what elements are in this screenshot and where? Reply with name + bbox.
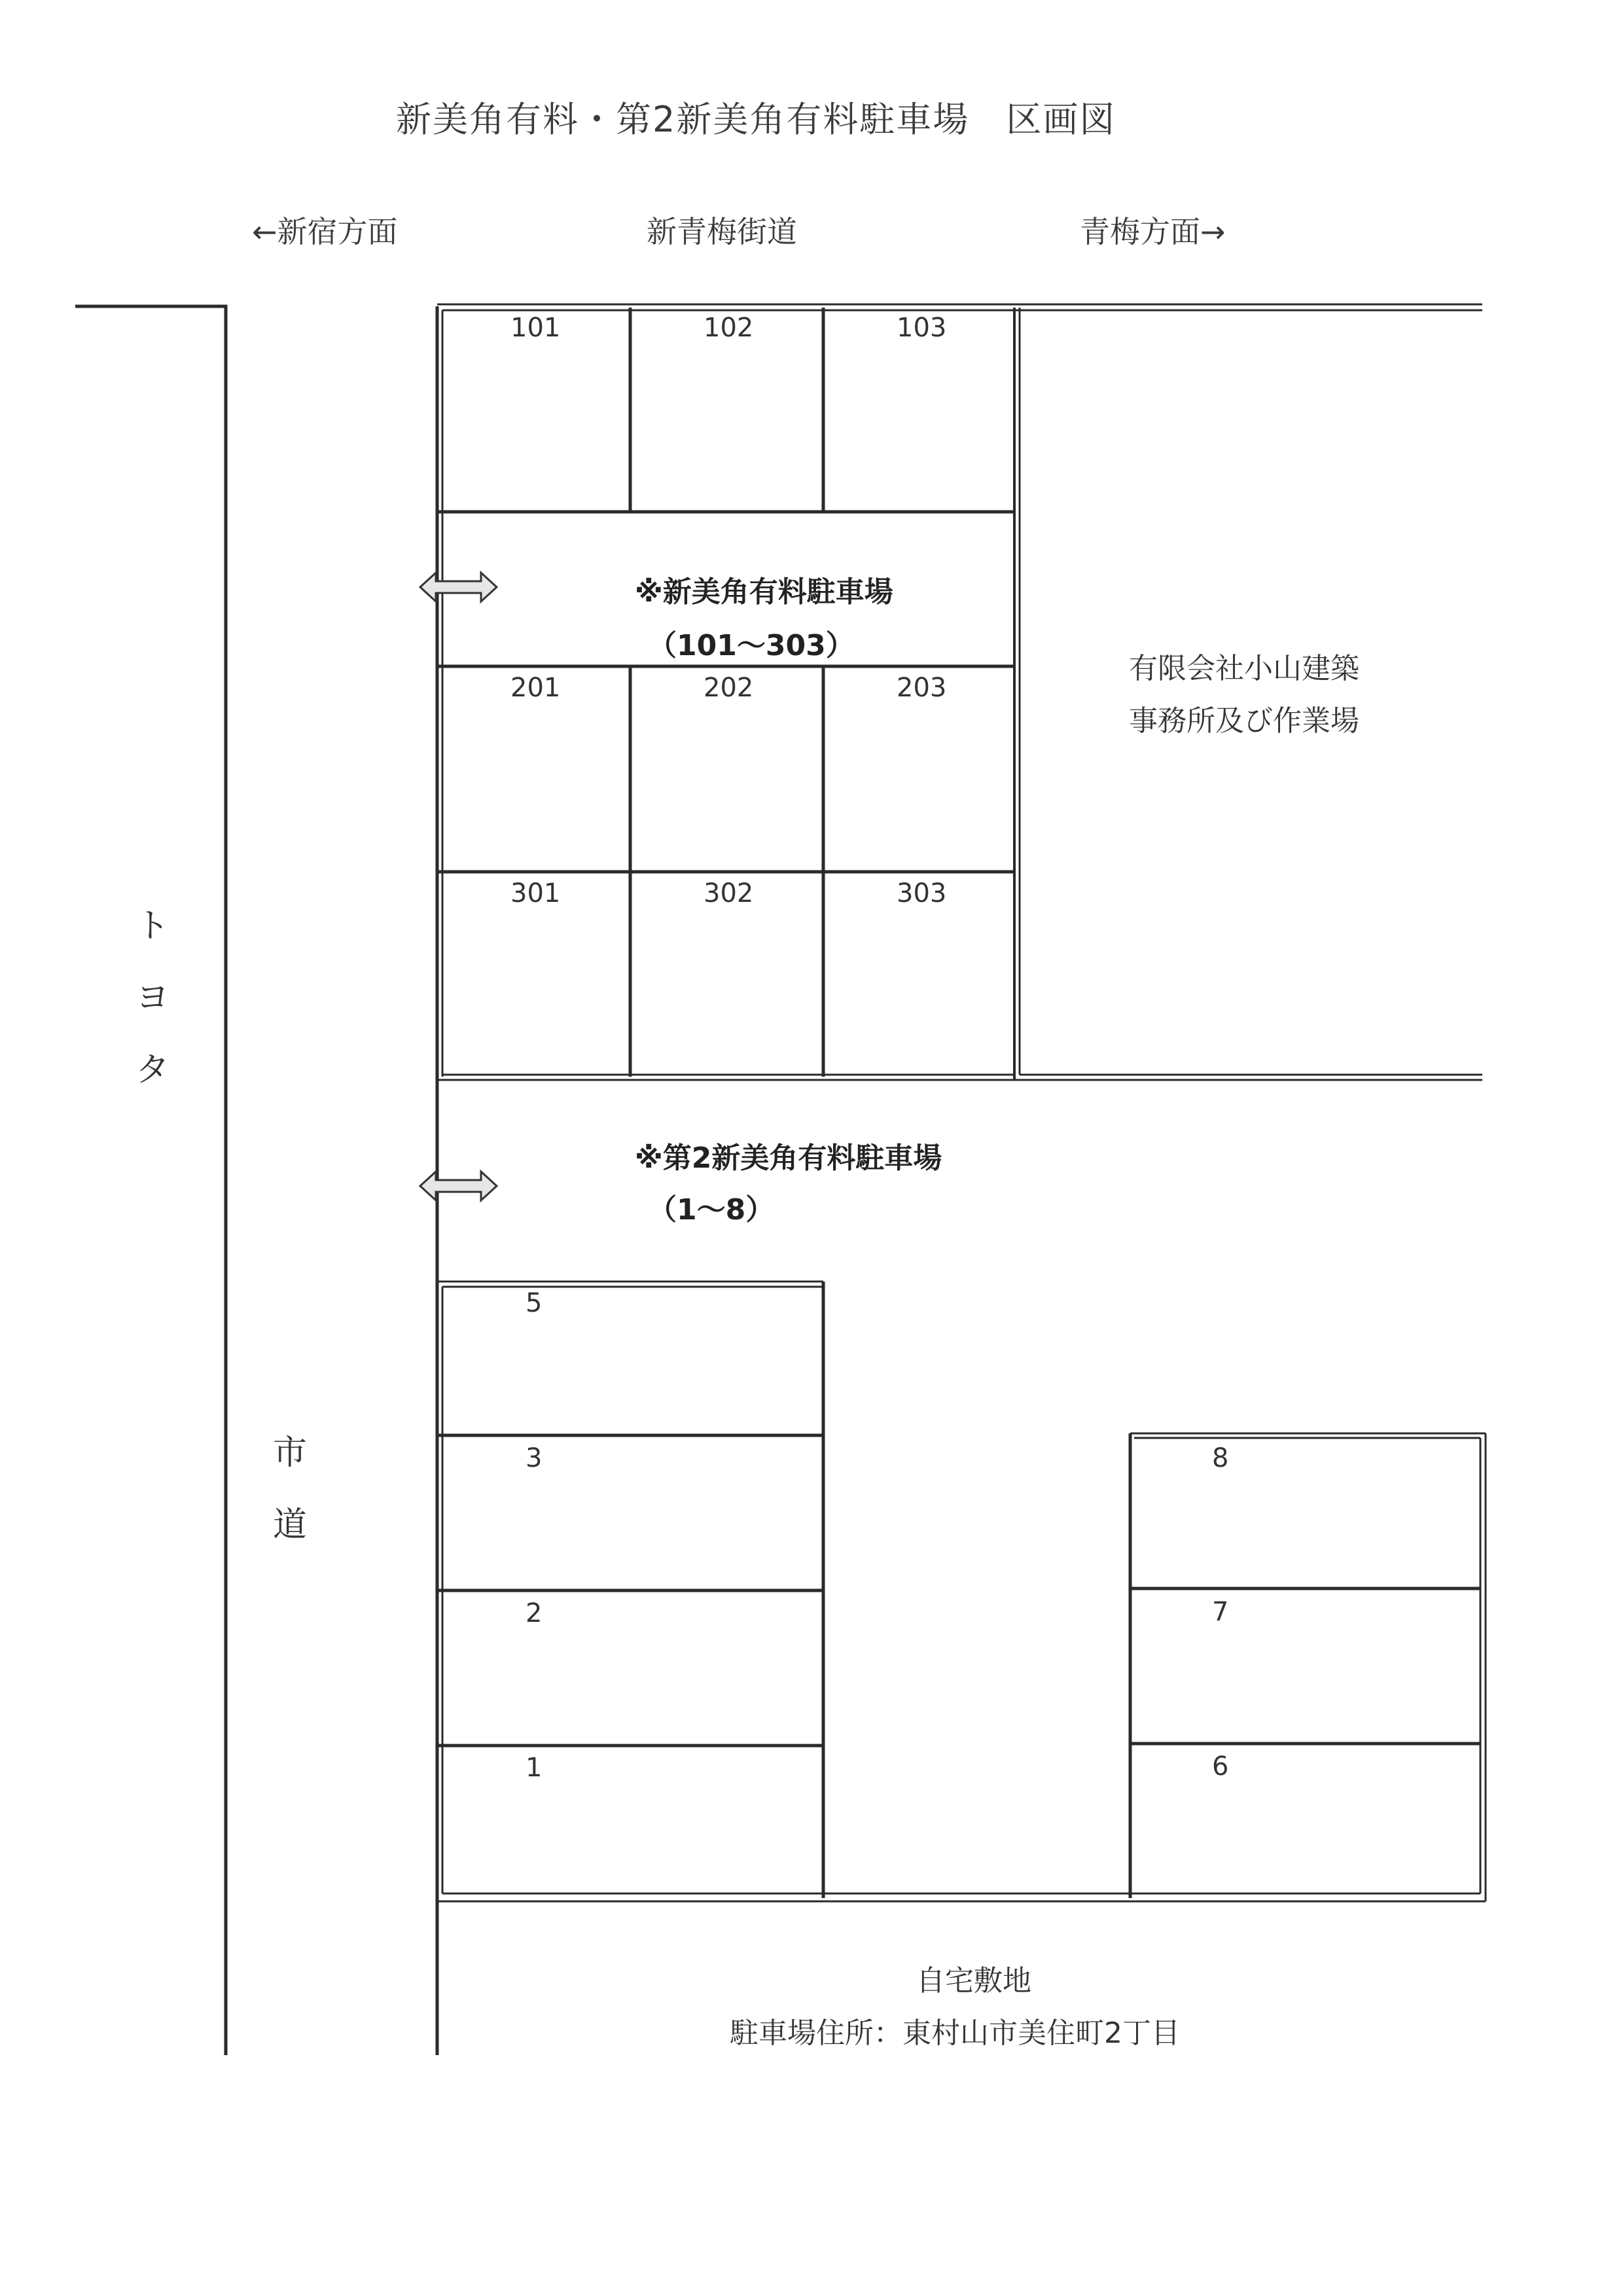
- space-number: 2: [526, 1598, 543, 1628]
- lot2-range: （1～8）: [648, 1193, 775, 1227]
- space-number: 101: [510, 313, 561, 343]
- space-number: 5: [526, 1288, 543, 1318]
- lot1-name: ※新美角有料駐車場: [635, 575, 893, 609]
- toyota-char: ト: [135, 906, 169, 946]
- space-number: 202: [704, 673, 754, 703]
- page-title: 新美角有料・第2新美角有料駐車場 区画図: [396, 99, 1116, 140]
- toyota-boundary-line: [75, 306, 226, 2055]
- toyota-char: タ: [135, 1050, 169, 1090]
- toyota-label: [130, 890, 175, 1106]
- space-number: 103: [897, 313, 947, 343]
- space-number: 3: [526, 1443, 543, 1473]
- space-number: 201: [510, 673, 561, 703]
- space-number: 303: [897, 878, 947, 908]
- direction-right-label: 青梅方面→: [1080, 214, 1226, 249]
- space-number: 7: [1212, 1597, 1229, 1627]
- space-number: 6: [1212, 1751, 1229, 1782]
- direction-left-label: ←新宿方面: [252, 214, 398, 249]
- entrance-arrow-lot1-icon: [420, 573, 497, 601]
- neighbor-line2: 事務所及び作業場: [1129, 704, 1359, 738]
- lot1-range: （101～303）: [648, 629, 855, 662]
- space-number: 1: [526, 1753, 543, 1783]
- space-number: 301: [510, 878, 561, 908]
- neighbor-line1: 有限会社小山建築: [1129, 652, 1359, 685]
- entrance-arrow-lot2-icon: [420, 1172, 497, 1200]
- space-number: 203: [897, 673, 947, 703]
- space-number: 102: [704, 313, 754, 343]
- home-site-label: 自宅敷地: [916, 1964, 1031, 1998]
- city-road-char: 道: [272, 1505, 307, 1545]
- parking-address: 駐車場住所：東村山市美住町2丁目: [730, 2017, 1180, 2050]
- lot2-name: ※第2新美角有料駐車場: [635, 1141, 942, 1175]
- road-name-label: 新青梅街道: [647, 214, 797, 249]
- space-number: 8: [1212, 1443, 1229, 1473]
- space-number: 302: [704, 878, 754, 908]
- city-road-label: [267, 1417, 313, 1561]
- city-road-char: 市: [272, 1433, 307, 1473]
- toyota-char: ヨ: [135, 978, 169, 1018]
